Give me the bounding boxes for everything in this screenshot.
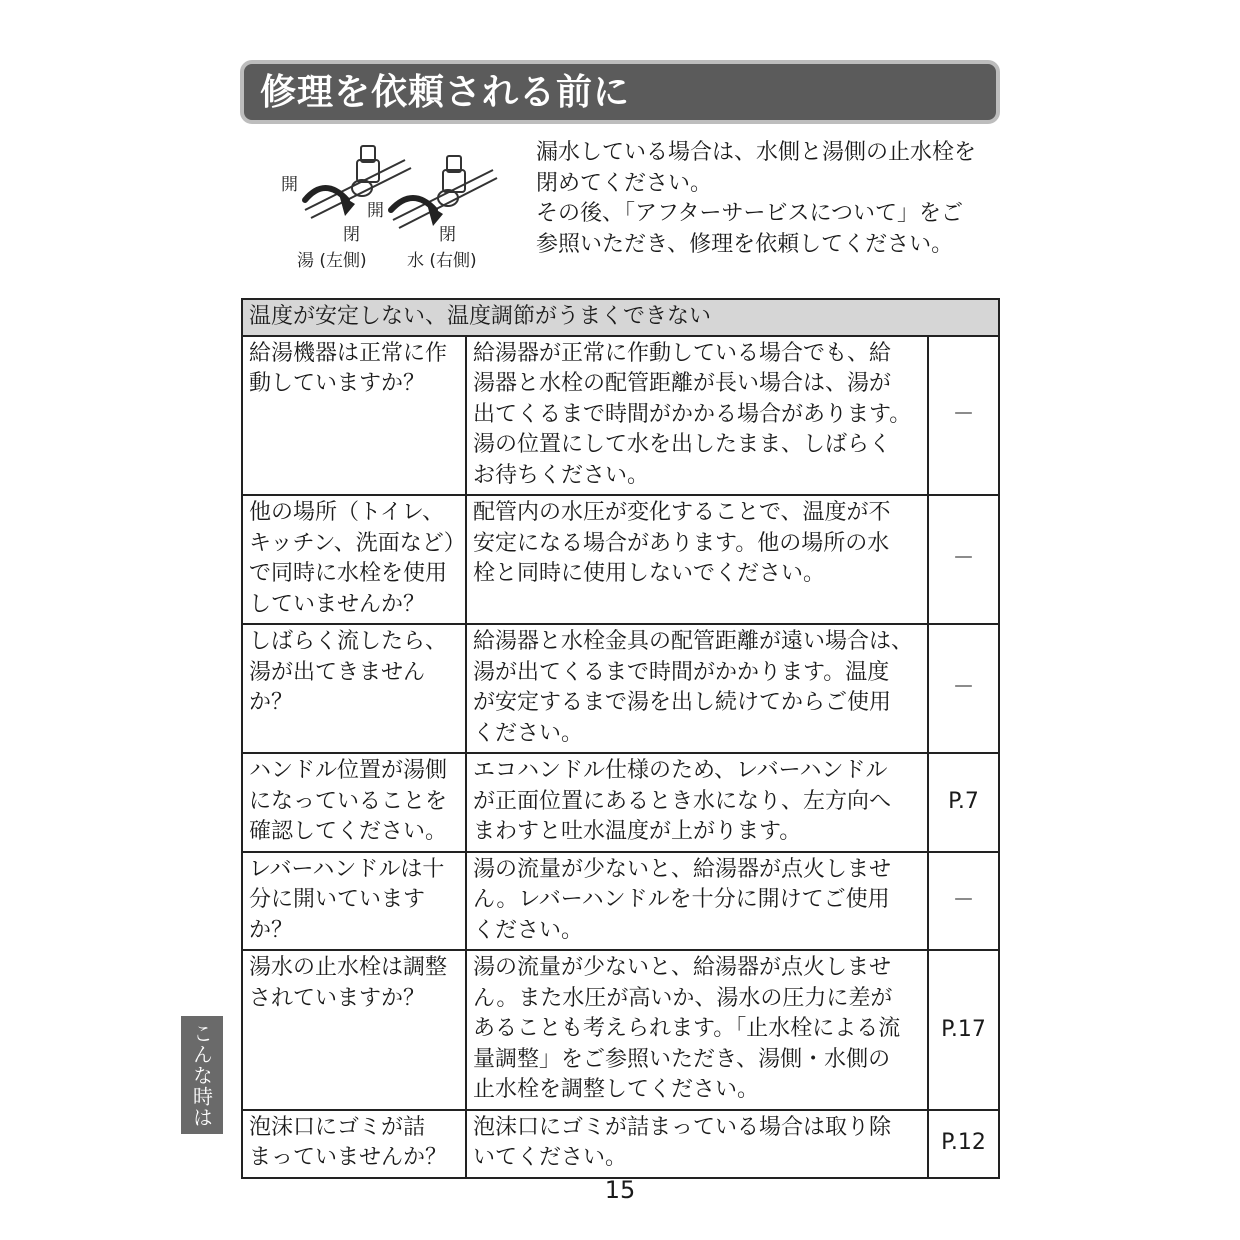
check-line: 給湯機器は正常に作 bbox=[249, 340, 448, 366]
check-cell bbox=[242, 495, 466, 624]
check-line: 湯水の止水栓は調整 bbox=[249, 955, 448, 980]
intro-line: 閉めてください。 bbox=[536, 170, 713, 196]
remedy-line: 止水栓を調整してください。 bbox=[473, 1077, 760, 1102]
remedy-cell bbox=[466, 624, 928, 753]
page-title-bar bbox=[240, 60, 1000, 124]
check-line: になっていることを bbox=[249, 788, 448, 814]
cold-open-label: 開 bbox=[367, 201, 384, 221]
remedy-line: お待ちください。 bbox=[473, 462, 650, 488]
check-line: キッチン、洗面など） bbox=[249, 530, 466, 556]
section-heading: 温度が安定しない、温度調節がうまくできない bbox=[242, 299, 999, 336]
remedy-line: あることも考えられます。「止水栓による流 bbox=[473, 1016, 901, 1041]
hot-close-label: 閉 bbox=[343, 225, 360, 245]
check-line: まっていませんか？ bbox=[249, 1145, 448, 1170]
section-heading-row bbox=[242, 299, 999, 336]
intro-line: 漏水している場合は、水側と湯側の止水栓を bbox=[536, 140, 977, 165]
remedy-line: 栓と同時に使用しないでください。 bbox=[473, 561, 826, 586]
cold-close-label: 閉 bbox=[439, 225, 456, 245]
remedy-line: ん。また水圧が高いか、湯水の圧力に差が bbox=[473, 985, 893, 1011]
page-number: 15 bbox=[604, 1176, 636, 1204]
check-line: 分に開いています bbox=[249, 887, 426, 912]
remedy-line: が安定するまで湯を出し続けてからご使用 bbox=[473, 690, 892, 715]
troubleshooting-table bbox=[241, 298, 1000, 1179]
page-ref-cell: － bbox=[928, 495, 999, 624]
remedy-line: 安定になる場合があります。他の場所の水 bbox=[473, 530, 890, 556]
check-line: していませんか？ bbox=[249, 591, 426, 617]
remedy-cell bbox=[466, 753, 928, 852]
page-ref-cell: P.12 bbox=[928, 1110, 999, 1178]
table-row bbox=[242, 624, 999, 753]
check-line: しばらく流したら、 bbox=[249, 629, 448, 654]
remedy-line: ください。 bbox=[473, 917, 584, 943]
page-ref-cell: － bbox=[928, 852, 999, 951]
page-ref-cell: P.7 bbox=[928, 753, 999, 852]
remedy-cell bbox=[466, 336, 928, 496]
remedy-line: 湯の流量が少ないと、給湯器が点火しませ bbox=[473, 856, 892, 882]
remedy-line: まわすと吐水温度が上がります。 bbox=[473, 819, 802, 844]
page-title: 修理を依頼される前に bbox=[260, 72, 631, 113]
remedy-line: 泡沫口にゴミが詰まっている場合は取り除 bbox=[473, 1114, 892, 1140]
remedy-line: ん。レバーハンドルを十分に開けてご使用 bbox=[473, 887, 890, 912]
intro-line: その後、「アフターサービスについて」をご bbox=[536, 201, 964, 226]
section-side-tab: こんな時は bbox=[181, 1016, 223, 1134]
stop-valve-illustration bbox=[275, 138, 500, 273]
cold-side-label: 水 (右側) bbox=[407, 251, 477, 271]
remedy-line: が正面位置にあるとき水になり、左方向へ bbox=[473, 788, 892, 814]
check-line: 確認してください。 bbox=[249, 819, 448, 844]
check-line: 湯が出てきません bbox=[249, 659, 426, 685]
check-cell bbox=[242, 753, 466, 852]
check-cell bbox=[242, 852, 466, 951]
intro-text bbox=[536, 138, 1006, 260]
remedy-cell bbox=[466, 495, 928, 624]
check-line: 他の場所（トイレ、 bbox=[249, 500, 445, 525]
intro-line: 参照いただき、修理を依頼してください。 bbox=[536, 231, 954, 257]
remedy-line: 湯の流量が少ないと、給湯器が点火しませ bbox=[473, 955, 892, 980]
check-line: で同時に水栓を使用 bbox=[249, 561, 448, 586]
check-cell bbox=[242, 1110, 466, 1178]
remedy-line: 給湯器と水栓金具の配管距離が遠い場合は、 bbox=[473, 629, 914, 654]
table-row bbox=[242, 852, 999, 951]
remedy-line: 湯の位置にして水を出したまま、しばらく bbox=[473, 432, 892, 457]
check-line: 動していますか？ bbox=[249, 371, 426, 396]
remedy-line: 量調整」をご参照いただき、湯側・水側の bbox=[473, 1046, 891, 1072]
page-ref-cell: － bbox=[928, 336, 999, 496]
remedy-line: エコハンドル仕様のため、レバーハンドル bbox=[473, 758, 888, 783]
remedy-line: 給湯器が正常に作動している場合でも、給 bbox=[473, 340, 892, 366]
table-row bbox=[242, 950, 999, 1110]
remedy-line: 出てくるまで時間がかかる場合があります。 bbox=[473, 401, 912, 427]
check-cell bbox=[242, 624, 466, 753]
check-line: されていますか？ bbox=[249, 985, 426, 1011]
hot-side-label: 湯 (左側) bbox=[297, 251, 367, 271]
check-cell bbox=[242, 336, 466, 496]
check-line: レバーハンドルは十 bbox=[249, 856, 445, 882]
check-line: か？ bbox=[249, 917, 294, 943]
page-ref-cell: P.17 bbox=[928, 950, 999, 1110]
remedy-line: 配管内の水圧が変化することで、温度が不 bbox=[473, 500, 891, 525]
table-row bbox=[242, 1110, 999, 1178]
remedy-cell bbox=[466, 950, 928, 1110]
table-row bbox=[242, 495, 999, 624]
check-line: ハンドル位置が湯側 bbox=[249, 758, 448, 783]
page-ref-cell: － bbox=[928, 624, 999, 753]
remedy-cell bbox=[466, 1110, 928, 1178]
check-line: か？ bbox=[249, 690, 294, 715]
remedy-cell bbox=[466, 852, 928, 951]
hot-pipe bbox=[305, 160, 405, 210]
check-line: 泡沫口にゴミが詰 bbox=[249, 1114, 426, 1140]
hot-open-label: 開 bbox=[281, 175, 298, 195]
remedy-line: 湯が出てくるまで時間がかかります。温度 bbox=[473, 659, 890, 685]
check-cell bbox=[242, 950, 466, 1110]
table-row bbox=[242, 336, 999, 496]
remedy-line: 湯器と水栓の配管距離が長い場合は、湯が bbox=[473, 371, 892, 396]
remedy-line: ください。 bbox=[473, 720, 584, 746]
table-row bbox=[242, 753, 999, 852]
remedy-line: いてください。 bbox=[473, 1145, 628, 1170]
